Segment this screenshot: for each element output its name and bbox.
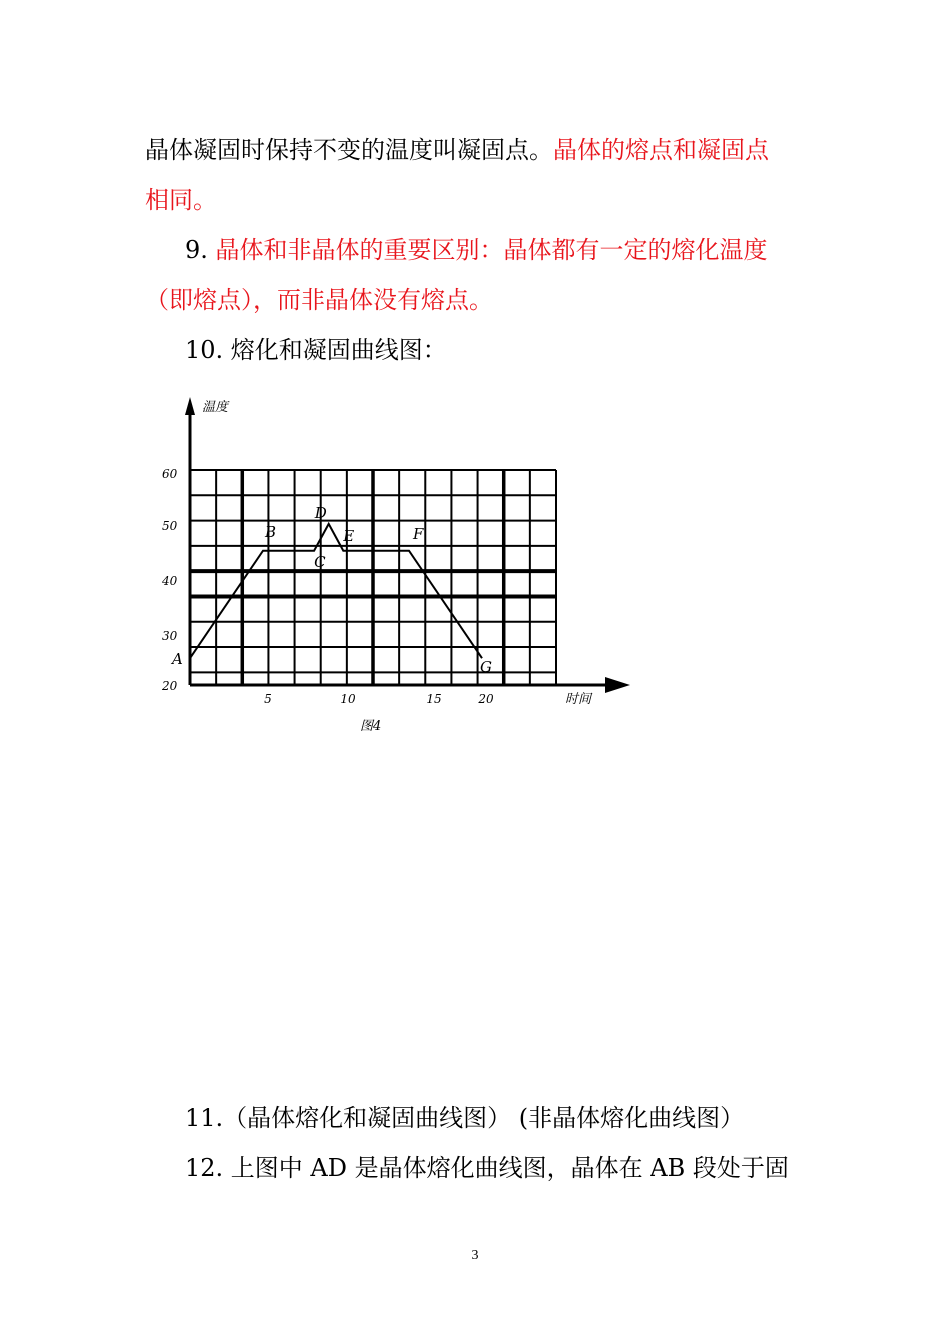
paragraph-10: 10. 熔化和凝固曲线图： <box>185 336 447 364</box>
x-axis-arrow <box>605 677 630 693</box>
paragraph-8-highlight: 晶体的熔点和凝固点 <box>553 136 769 164</box>
point-label-c: C <box>314 552 326 571</box>
point-label-f: F <box>413 524 424 543</box>
melting-curve-chart <box>160 385 640 745</box>
paragraph-9-number: 9. <box>185 236 216 264</box>
y-tick-label: 50 <box>162 519 178 533</box>
x-axis-title: 时间 <box>565 692 592 707</box>
point-label-a: A <box>172 650 183 669</box>
paragraph-11: 11.（晶体熔化和凝固曲线图） (非晶体熔化曲线图） <box>185 1104 745 1132</box>
page-number: 3 <box>471 1248 479 1263</box>
chart-series <box>190 524 482 658</box>
y-tick-label: 30 <box>162 629 178 643</box>
point-label-e: E <box>343 526 355 545</box>
y-axis-title: 温度 <box>202 400 229 415</box>
x-tick-label: 20 <box>478 692 494 706</box>
point-label-b: B <box>265 522 277 541</box>
y-tick-label: 60 <box>162 467 178 481</box>
paragraph-9-continuation: （即熔点），而非晶体没有熔点。 <box>145 286 493 314</box>
paragraph-9-text: 晶体和非晶体的重要区别：晶体都有一定的熔化温度 <box>215 236 768 264</box>
chart-caption: 图4 <box>360 719 382 734</box>
x-tick-label: 5 <box>264 692 272 706</box>
y-tick-label: 20 <box>162 679 178 693</box>
y-axis-arrow <box>185 397 195 415</box>
point-label-d: D <box>314 503 327 522</box>
series-line <box>190 524 482 658</box>
paragraph-8-continuation: 相同。 <box>145 186 217 214</box>
x-tick-label: 15 <box>426 692 442 706</box>
paragraph-12: 12. 上图中 AD 是晶体熔化曲线图，晶体在 AB 段处于固 <box>185 1154 789 1182</box>
paragraph-8 <box>145 135 769 165</box>
y-tick-label: 40 <box>162 574 178 588</box>
x-tick-label: 10 <box>340 692 356 706</box>
paragraph-8-text: 晶体凝固时保持不变的温度叫凝固点。 <box>145 136 553 164</box>
point-label-g: G <box>480 658 492 677</box>
paragraph-9 <box>185 235 768 265</box>
